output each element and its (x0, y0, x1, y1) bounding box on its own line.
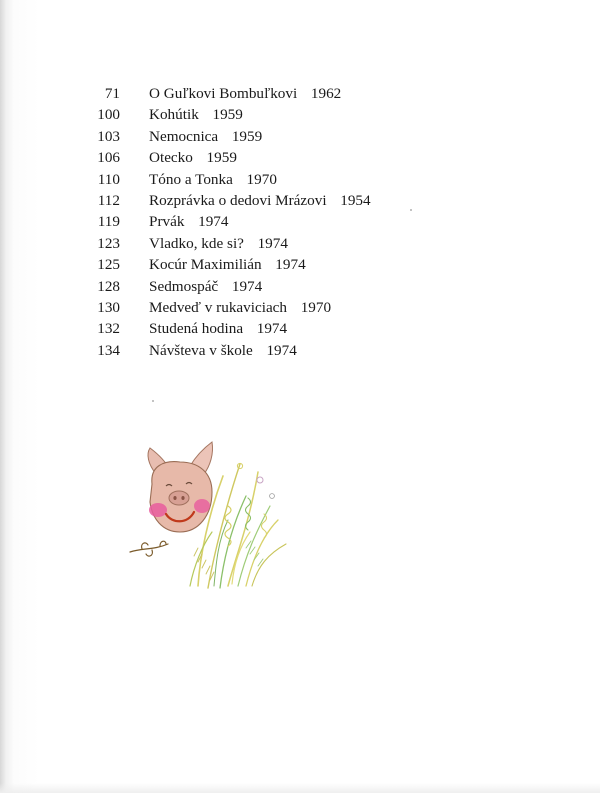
toc-entry (0, 211, 600, 232)
toc-title: Otecko (149, 149, 193, 167)
toc-entry (0, 83, 600, 104)
toc-year: 1959 (231, 127, 263, 145)
toc-title: Rozprávka o dedovi Mrázovi (149, 191, 327, 209)
toc-year: 1974 (266, 341, 297, 359)
paper-speck (152, 400, 154, 402)
toc-entry (0, 147, 600, 168)
toc-entry-text (149, 211, 228, 232)
toc-page-number: 119 (97, 213, 120, 231)
toc-title: Návšteva v škole (149, 341, 253, 359)
toc-entry (0, 190, 600, 211)
toc-year: 1974 (275, 256, 306, 274)
toc-entry-text (149, 147, 237, 168)
toc-title: Kocúr Maximilián (149, 256, 262, 274)
pig-in-grass-illustration (128, 436, 308, 601)
table-of-contents (0, 83, 600, 361)
toc-year: 1974 (257, 234, 288, 252)
toc-entry-text (149, 340, 297, 361)
toc-entry (0, 126, 600, 147)
toc-entry-text (149, 104, 243, 125)
toc-year: 1959 (212, 106, 243, 124)
toc-title: Tóno a Tonka (149, 170, 233, 188)
toc-page-number: 71 (104, 85, 120, 102)
toc-entry-text (149, 233, 288, 254)
page-edge (0, 783, 600, 793)
pig-head (148, 442, 213, 532)
paper-speck (410, 209, 412, 211)
toc-title: Prvák (149, 213, 185, 231)
toc-title: Vladko, kde si? (149, 234, 244, 252)
toc-entry-text (149, 318, 287, 339)
toc-page-number: 123 (97, 234, 120, 252)
toc-entry (0, 340, 600, 361)
toc-year: 1970 (246, 170, 277, 188)
toc-page-number: 130 (97, 298, 120, 316)
toc-entry-text (149, 297, 331, 318)
toc-page-number: 128 (97, 277, 120, 295)
toc-year: 1974 (198, 213, 229, 231)
toc-year: 1970 (300, 298, 332, 316)
toc-entry-text (149, 169, 277, 190)
toc-entry (0, 169, 600, 190)
toc-entry-text (149, 190, 371, 211)
toc-year: 1962 (310, 85, 342, 102)
toc-year: 1974 (256, 320, 288, 338)
toc-title: O Guľkovi Bombuľkovi (149, 85, 298, 102)
toc-title: Nemocnica (149, 127, 219, 145)
toc-page-number: 112 (97, 191, 120, 209)
toc-page-number: 132 (97, 320, 120, 338)
toc-title: Studená hodina (149, 320, 244, 338)
toc-entry (0, 318, 600, 339)
toc-title: Sedmospáč (149, 277, 219, 295)
toc-page-number: 125 (97, 256, 120, 274)
toc-entry-text (149, 276, 262, 297)
toc-page-number: 106 (97, 149, 120, 167)
toc-entry-text (149, 126, 262, 147)
toc-year: 1959 (206, 149, 237, 167)
toc-entry (0, 104, 600, 125)
toc-entry (0, 254, 600, 275)
toc-title: Kohútik (149, 106, 199, 124)
toc-page-number: 110 (97, 170, 120, 188)
toc-year: 1974 (231, 277, 263, 295)
toc-entry (0, 233, 600, 254)
toc-entry (0, 297, 600, 318)
toc-entry (0, 276, 600, 297)
toc-entry-text (149, 254, 306, 275)
toc-page-number: 134 (97, 341, 120, 359)
toc-title: Medveď v rukaviciach (149, 298, 288, 316)
toc-page-number: 100 (97, 106, 120, 124)
toc-page-number: 103 (97, 127, 120, 145)
toc-entry-text (149, 83, 341, 104)
twig (130, 541, 168, 556)
toc-year: 1954 (340, 191, 371, 209)
